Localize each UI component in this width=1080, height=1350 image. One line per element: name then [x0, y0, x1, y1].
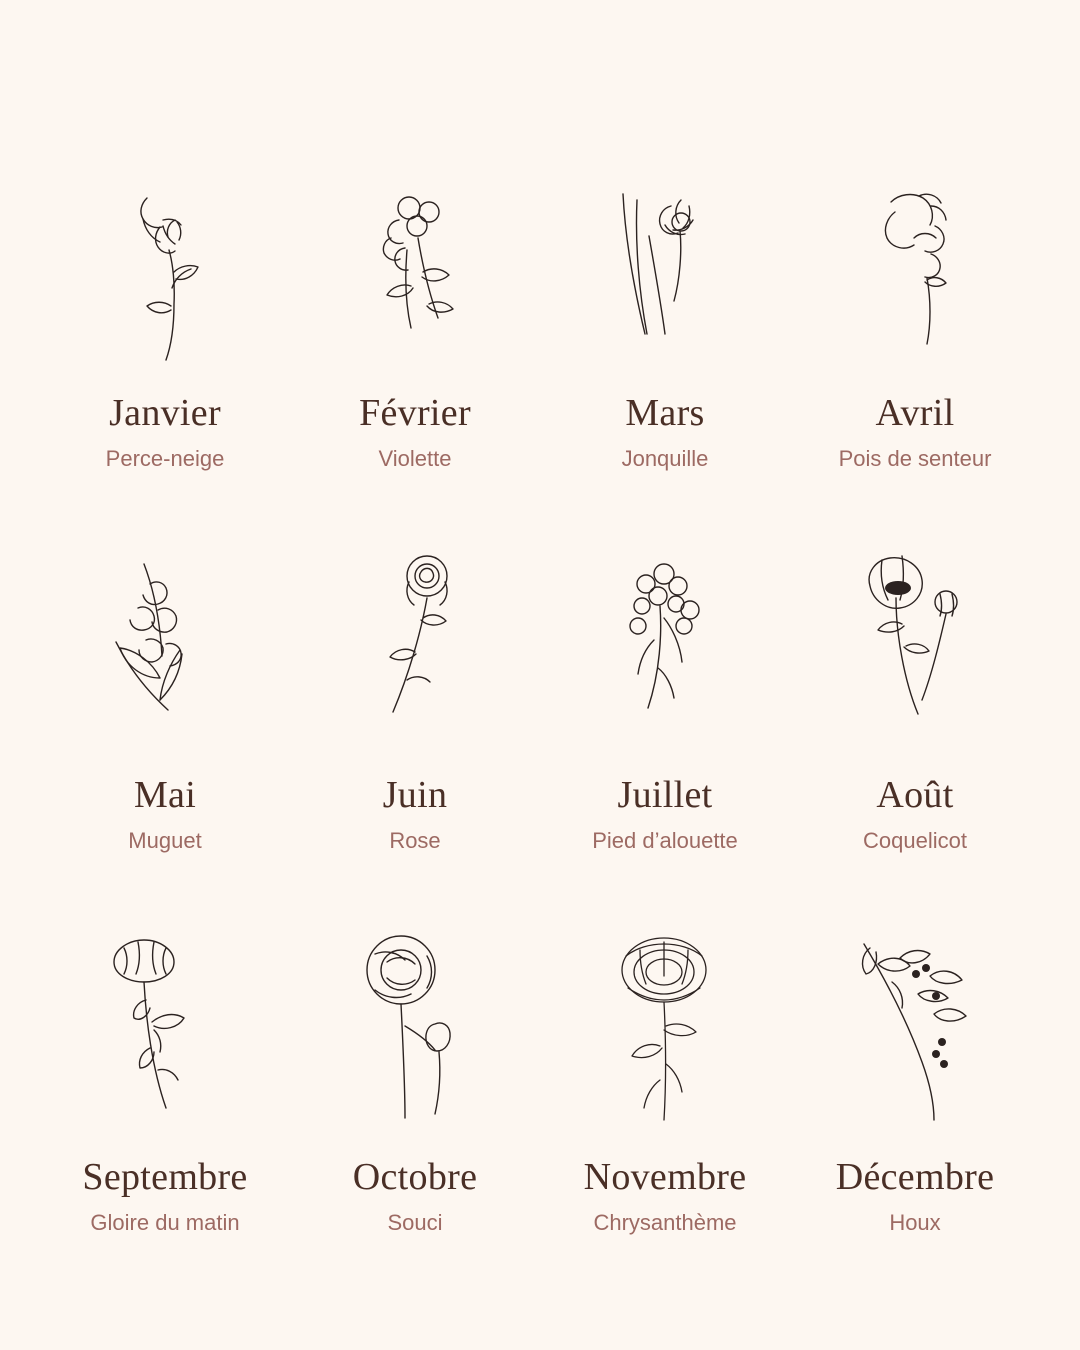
sweet-pea-flower-icon — [790, 96, 1040, 376]
violet-flower-icon — [290, 96, 540, 376]
month-card-juin — [290, 478, 540, 860]
month-card-aout — [790, 478, 1040, 860]
flower-label: Perce-neige — [105, 445, 225, 471]
month-card-decembre — [790, 860, 1040, 1242]
flower-label: Pied d’alouette — [592, 827, 738, 853]
month-label: Octobre — [352, 1155, 478, 1198]
month-label: Mars — [625, 391, 705, 434]
month-label: Décembre — [835, 1155, 995, 1198]
flower-label: Muguet — [128, 827, 202, 853]
month-label: Avril — [875, 391, 955, 434]
holly-branch-icon — [790, 860, 1040, 1140]
rose-flower-icon — [290, 478, 540, 758]
poppy-flower-icon — [790, 478, 1040, 758]
month-label: Février — [359, 391, 471, 434]
chrysanthemum-flower-icon — [540, 860, 790, 1140]
month-label: Mai — [133, 773, 197, 816]
flower-label: Violette — [378, 445, 452, 471]
flower-label: Souci — [387, 1209, 443, 1235]
month-card-octobre — [290, 860, 540, 1242]
month-label: Juin — [382, 773, 448, 816]
daffodil-flower-icon — [540, 96, 790, 376]
month-card-avril — [790, 96, 1040, 478]
lily-of-the-valley-flower-icon — [40, 478, 290, 758]
flower-label: Rose — [389, 827, 441, 853]
flower-label: Houx — [889, 1209, 941, 1235]
flower-label: Coquelicot — [863, 827, 967, 853]
flower-label: Chrysanthème — [593, 1209, 737, 1235]
flower-label: Jonquille — [621, 445, 709, 471]
month-label: Juillet — [617, 773, 713, 816]
month-label: Janvier — [109, 391, 221, 434]
flower-label: Pois de senteur — [838, 445, 992, 471]
month-label: Novembre — [583, 1155, 747, 1198]
month-grid — [40, 96, 1040, 1242]
flower-label: Gloire du matin — [90, 1209, 240, 1235]
month-card-septembre — [40, 860, 290, 1242]
marigold-flower-icon — [290, 860, 540, 1140]
month-card-mai — [40, 478, 290, 860]
month-card-janvier — [40, 96, 290, 478]
month-card-novembre — [540, 860, 790, 1242]
month-card-fevrier — [290, 96, 540, 478]
month-label: Août — [876, 773, 954, 816]
morning-glory-flower-icon — [40, 860, 290, 1140]
larkspur-flower-icon — [540, 478, 790, 758]
month-card-juillet — [540, 478, 790, 860]
month-card-mars — [540, 96, 790, 478]
month-label: Septembre — [82, 1155, 248, 1198]
snowdrop-flower-icon — [40, 96, 290, 376]
